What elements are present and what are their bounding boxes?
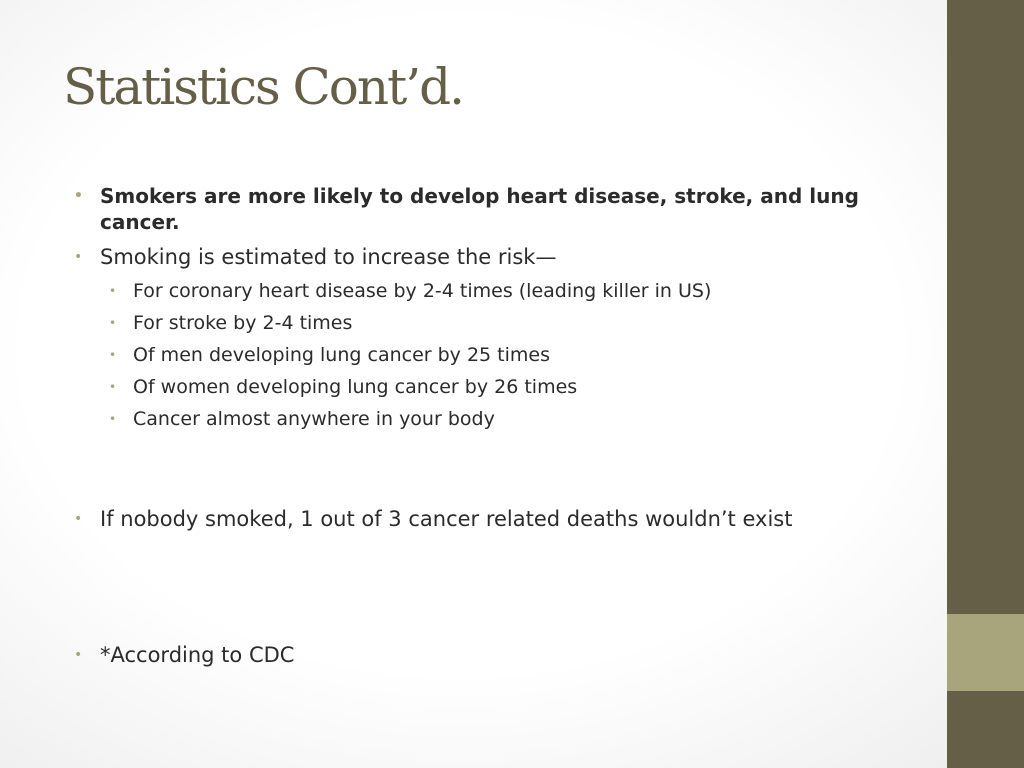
side-decorative-accent-block <box>947 614 1024 691</box>
bullet-dot-icon: • <box>109 348 117 362</box>
bullet-item <box>74 642 910 668</box>
sub-bullet-text: Of women developing lung cancer by 26 times <box>133 376 578 398</box>
bullet-text: Smokers are more likely to develop heart disease, stroke, and lung cancer. <box>100 184 859 234</box>
bullet-item <box>74 183 910 235</box>
bullet-item <box>74 506 910 532</box>
slide-title: Statistics Cont’d. <box>63 58 463 116</box>
bullet-dot-icon: • <box>74 647 83 663</box>
bullet-dot-icon: • <box>74 511 83 527</box>
sub-bullet-item <box>109 278 903 304</box>
sub-bullet-text: Of men developing lung cancer by 25 times <box>133 344 550 366</box>
sub-bullet-text: Cancer almost anywhere in your body <box>133 408 495 430</box>
sub-bullet-item <box>109 374 903 400</box>
sub-bullet-item <box>109 406 903 432</box>
bullet-dot-icon: • <box>109 412 117 426</box>
bullet-text: Smoking is estimated to increase the risk— <box>100 245 557 269</box>
bullet-dot-icon: • <box>109 380 117 394</box>
sub-bullet-text: For stroke by 2-4 times <box>133 312 353 334</box>
bullet-dot-icon: • <box>109 316 117 330</box>
bullet-dot-icon: • <box>74 188 83 204</box>
bullet-dot-icon: • <box>109 284 117 298</box>
sub-bullet-text: For coronary heart disease by 2-4 times (leading killer in US) <box>133 280 712 302</box>
bullet-text: If nobody smoked, 1 out of 3 cancer related deaths wouldn’t exist <box>100 507 793 531</box>
bullet-item <box>74 244 910 270</box>
sub-bullet-item <box>109 342 903 368</box>
bullet-text: *According to CDC <box>100 643 295 667</box>
sub-bullet-item <box>109 310 903 336</box>
bullet-dot-icon: • <box>74 249 83 265</box>
